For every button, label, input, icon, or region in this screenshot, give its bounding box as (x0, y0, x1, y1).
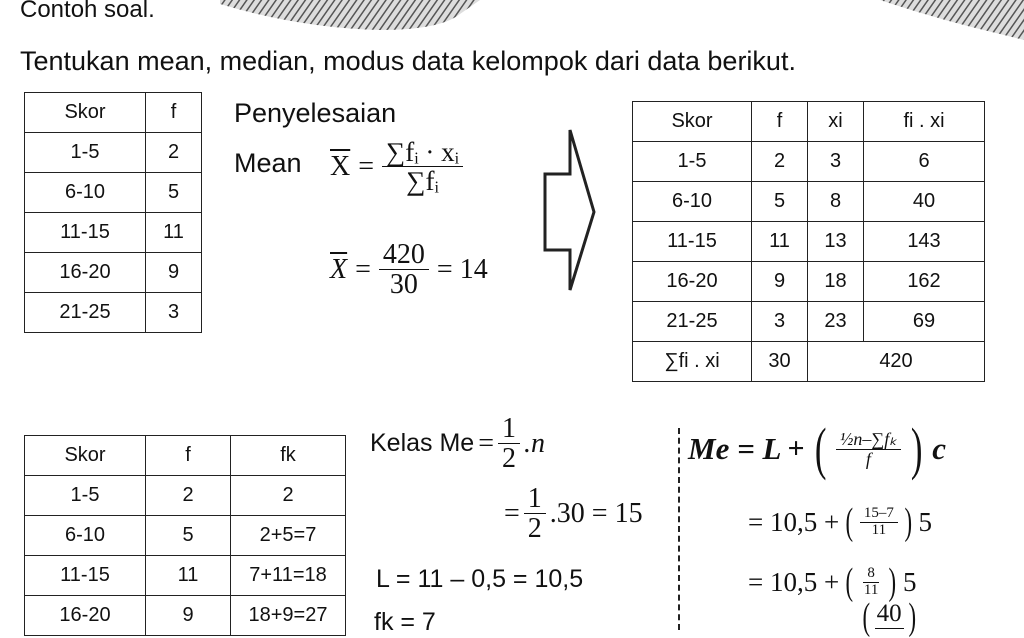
table-cell: 18 (808, 262, 864, 302)
table-cell: 69 (864, 302, 985, 342)
table-cell: 40 (864, 182, 985, 222)
median-step-2: = 10,5 + ( $\frac{8}{11}$ ) 5 (748, 561, 917, 603)
table-header: f (146, 93, 202, 133)
step2-suffix: 5 (902, 566, 917, 597)
mean-calc-denominator: 30 (389, 269, 418, 301)
median-formula-denominator: f (865, 448, 871, 469)
table-cell: 2+5=7 (231, 516, 346, 556)
total-fixi: 420 (808, 342, 985, 382)
step1-numerator: 15–7 (860, 506, 898, 523)
L-line: L = 11 – 0,5 = 10,5 (376, 565, 584, 593)
table-header: Skor (25, 436, 146, 476)
total-f: 30 (752, 342, 808, 382)
step2-denominator: 11 (863, 581, 879, 598)
total-label: ∑fi . xi (633, 342, 752, 382)
n-suffix: .n (524, 427, 546, 459)
table-header: Skor (633, 102, 752, 142)
step3-numerator: 40 (876, 600, 902, 627)
input-data-table (24, 92, 202, 333)
example-heading: Contoh soal. (20, 0, 155, 23)
right-arrow-icon (540, 126, 600, 296)
mean-calculation: $\overline{X}$ = $\frac{420}{30}$ = 14 (330, 239, 488, 301)
table-cell: 16-20 (25, 253, 146, 293)
table-header: f (752, 102, 808, 142)
step2-numerator: 8 (863, 566, 879, 583)
median-formula: Me = L + ( $\frac{\text{½n–∑fₖ}}{f}$ ) c (688, 416, 946, 481)
table-cell: 8 (808, 182, 864, 222)
table-cell: 2 (146, 476, 231, 516)
kelas-me-label: Kelas Me (370, 429, 475, 458)
table-cell: 2 (146, 133, 202, 173)
table-cell: 3 (808, 142, 864, 182)
table-header: Skor (25, 93, 146, 133)
mean-symbol: $\overline{X}$ (330, 150, 351, 182)
table-header: f (146, 436, 231, 476)
table-cell: 11-15 (25, 556, 146, 596)
table-cell: 9 (146, 253, 202, 293)
mean-label: Mean (234, 148, 302, 178)
median-formula-numerator: ½n–∑fₖ (836, 430, 901, 450)
table-cell: 6-10 (25, 516, 146, 556)
table-cell: 11 (146, 556, 231, 596)
mean-formula-denominator: ∑fᵢ (406, 166, 439, 197)
median-step-1: = 10,5 + ( $\frac{15-7}{11}$ ) 5 (748, 501, 933, 543)
median-formula-c: c (932, 431, 946, 466)
table-header: fi . xi (864, 102, 985, 142)
table-cell: 23 (808, 302, 864, 342)
table-cell: 5 (146, 173, 202, 213)
separator-line (678, 428, 680, 630)
median-table (24, 435, 346, 636)
table-cell: 6-10 (633, 182, 752, 222)
table-cell: 21-25 (633, 302, 752, 342)
step1-suffix: 5 (918, 506, 933, 537)
median-step-3: ( 40 ) (862, 596, 916, 638)
table-cell: 162 (864, 262, 985, 302)
mean-calc-numerator: 420 (379, 240, 429, 270)
table-cell: 2 (231, 476, 346, 516)
table-cell: 11-15 (633, 222, 752, 262)
table-header: xi (808, 102, 864, 142)
table-cell: 9 (752, 262, 808, 302)
table-cell: 11-15 (25, 213, 146, 253)
kelas-me-line: Kelas Me = $\frac{1}{2}$ .n (370, 413, 546, 475)
table-header: fk (231, 436, 346, 476)
median-formula-lhs: Me = L (688, 431, 782, 466)
table-cell: 6 (864, 142, 985, 182)
table-cell: 5 (146, 516, 231, 556)
table-cell: 11 (752, 222, 808, 262)
mean-formula-numerator: ∑fᵢ · xᵢ (382, 138, 463, 167)
mean-symbol-2: $\overline{X}$ (330, 253, 348, 285)
solution-title: Penyelesaian (234, 98, 397, 128)
table-cell: 9 (146, 596, 231, 636)
fk-line: fk = 7 (374, 608, 436, 636)
decorative-banner (180, 0, 1024, 44)
table-cell: 1-5 (633, 142, 752, 182)
table-cell: 7+11=18 (231, 556, 346, 596)
table-cell: 1-5 (25, 133, 146, 173)
table-cell: 11 (146, 213, 202, 253)
table-cell: 16-20 (633, 262, 752, 302)
table-cell: 21-25 (25, 293, 146, 333)
table-cell: 3 (752, 302, 808, 342)
table-cell: 143 (864, 222, 985, 262)
half-numerator: 1 (498, 414, 520, 444)
step1-prefix: = 10,5 + (748, 506, 840, 537)
table-cell: 1-5 (25, 476, 146, 516)
table-cell: 13 (808, 222, 864, 262)
half-numerator-2: 1 (524, 484, 546, 514)
mean-table (632, 101, 985, 382)
table-cell: 6-10 (25, 173, 146, 213)
step1-denominator: 11 (871, 521, 887, 538)
mean-result: = 14 (436, 253, 488, 285)
kelas-me-result: .30 = 15 (549, 497, 643, 529)
problem-statement: Tentukan mean, median, modus data kelompok dari data berikut. (20, 46, 796, 76)
half-denominator: 2 (502, 443, 517, 475)
table-cell: 5 (752, 182, 808, 222)
table-cell: 3 (146, 293, 202, 333)
table-cell: 16-20 (25, 596, 146, 636)
half-denominator-2: 2 (527, 513, 542, 545)
kelas-me-calc: = $\frac{1}{2}$ .30 = 15 (504, 483, 643, 545)
table-cell: 2 (752, 142, 808, 182)
step2-prefix: = 10,5 + (748, 566, 840, 597)
mean-formula: $\overline{X}$ = $\frac{\text{∑fᵢ · xᵢ}}{\text{∑fᵢ}}$ (330, 138, 463, 196)
table-cell: 18+9=27 (231, 596, 346, 636)
